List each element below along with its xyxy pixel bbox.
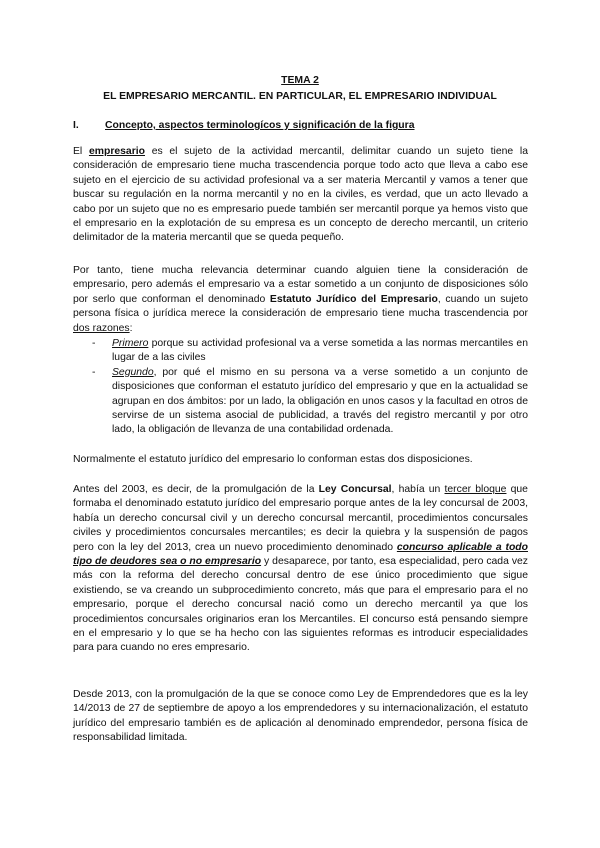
paragraph-normalmente: Normalmente el estatuto jurídico del empresario lo conforman estas dos disposiciones. bbox=[73, 454, 473, 465]
term-empresario: empresario bbox=[88, 146, 145, 157]
p2-text-end: : bbox=[129, 322, 133, 334]
reason-text: porque su actividad profesional va a verse sometida a las normas mercantiles en lugar de a las civiles bbox=[112, 338, 528, 364]
term-ley-concursal: Ley Concursal bbox=[318, 484, 392, 495]
p1-text-before: El bbox=[73, 146, 89, 157]
document-title: EL EMPRESARIO MERCANTIL. EN PARTICULAR, EL EMPRESARIO INDIVIDUAL bbox=[103, 91, 497, 102]
list-dash: - bbox=[92, 338, 96, 349]
p4-text-a: Antes del 2003, es decir, de la promulgación de la bbox=[73, 484, 319, 495]
reason-text: , por qué el mismo en su persona va a verse sometido a un conjunto de disposiciones que conforman el estatuto jurídico del empresario y que en la actualidad se agrupan en dos ámbitos: por un lado, la obligación en unos casos y la facultad en otros de servirse de un sistema asocial de publicidad, a través del registro mercantil y por otro lado, la obligación de llevanza de una contabilidad ordenada. bbox=[112, 366, 528, 436]
title-block bbox=[0, 73, 600, 105]
reason-label-segundo: Segundo bbox=[112, 366, 154, 378]
section-heading bbox=[73, 119, 414, 133]
tema-heading: TEMA 2 bbox=[281, 75, 319, 86]
list-item bbox=[92, 337, 528, 366]
term-estatuto-juridico: Estatuto Jurídico del Empresario bbox=[269, 293, 438, 305]
term-tercer-bloque: tercer bloque bbox=[444, 484, 507, 495]
list-dash: - bbox=[92, 366, 96, 378]
p4-text-c: que formaba el denominado estatuto jurídico del empresario porque antes de la ley concursal de 2003, había un derecho concursal civil y un derecho concursal mercantil, procedimientos concursales civiles y procedimientos concursales mercantiles; es decir la quiebra y la suspensión de pagos pero con la ley del 2013, crea un nuevo procedimiento denominado bbox=[73, 484, 528, 553]
term-concurso-aplicable: concurso aplicable a todo tipo de deudores sea o no empresario bbox=[73, 541, 528, 568]
section-number: I. bbox=[73, 120, 79, 131]
p2-text-before: Por tanto, tiene mucha relevancia determinar cuando alguien tiene la consideración de empresario, pero además el empresario va a estar sometido a un conjunto de disposiciones sólo por serlo que conforman el denominado bbox=[73, 265, 528, 305]
paragraph-ley-emprendedores: Desde 2013, con la promulgación de la que se conoce como Ley de Emprendedores que es la ley 14/2013 de 27 de septiembre de apoyo a los emprendedores y su internacionalización, el estatuto jurídico del empresario también es de aplicación al denominado emprendedor, persona física de responsabilidad limitada. bbox=[73, 689, 528, 744]
list-item bbox=[92, 366, 528, 438]
p4-text-d: y desaparece, por tanto, esa especialidad, pero cada vez más con la reforma del derecho concursal dentro de ese único procedimiento que sigue existiendo, se va creando un subprocedimiento concreto, más que para el empresario para el no empresario, porque el derecho concursal nació como un derecho mercantil ya que los procedimientos concursales originarios eran los Mercantiles. El concurso está pensando siempre en el empresario y lo que se ha hecho con las siguientes reformas es introducir especialidades para para cuando no eres empresario. bbox=[73, 556, 528, 654]
section-title: Concepto, aspectos terminologícos y significación de la figura bbox=[105, 120, 415, 131]
p4-text-b: , había un bbox=[391, 484, 445, 495]
p1-text-after: es el sujeto de la actividad mercantil, delimitar cuando un sujeto tiene la consideración de empresario tiene mucha trascendencia porque todo acto que lleva a cabo ese sujeto en el ejercicio de su actividad profesional va a ser materia Mercantil y vamos a tener que buscar su regulación en la norma mercantil y no en la civiles, es verdad, que un acto llevado a cabo por un sujeto que no es empresario puede también ser mercantil porque ya hemos visto que el empresario en la explotación de su empresa es un concepto de derecho mercantil, un criterio delimitador de la materia mercantil que se queda pequeño. bbox=[73, 146, 528, 244]
term-dos-razones: dos razones bbox=[73, 322, 130, 334]
p2-text-middle: , cuando un sujeto persona física o jurídica merece la consideración de empresario tiene mucha trascendencia por bbox=[73, 293, 528, 320]
reasons-list bbox=[92, 337, 528, 438]
paragraph-empresario-definition bbox=[73, 145, 528, 246]
paragraph-ley-concursal bbox=[73, 483, 528, 656]
reason-label-primero: Primero bbox=[112, 338, 149, 349]
paragraph-estatuto-juridico bbox=[73, 264, 528, 336]
